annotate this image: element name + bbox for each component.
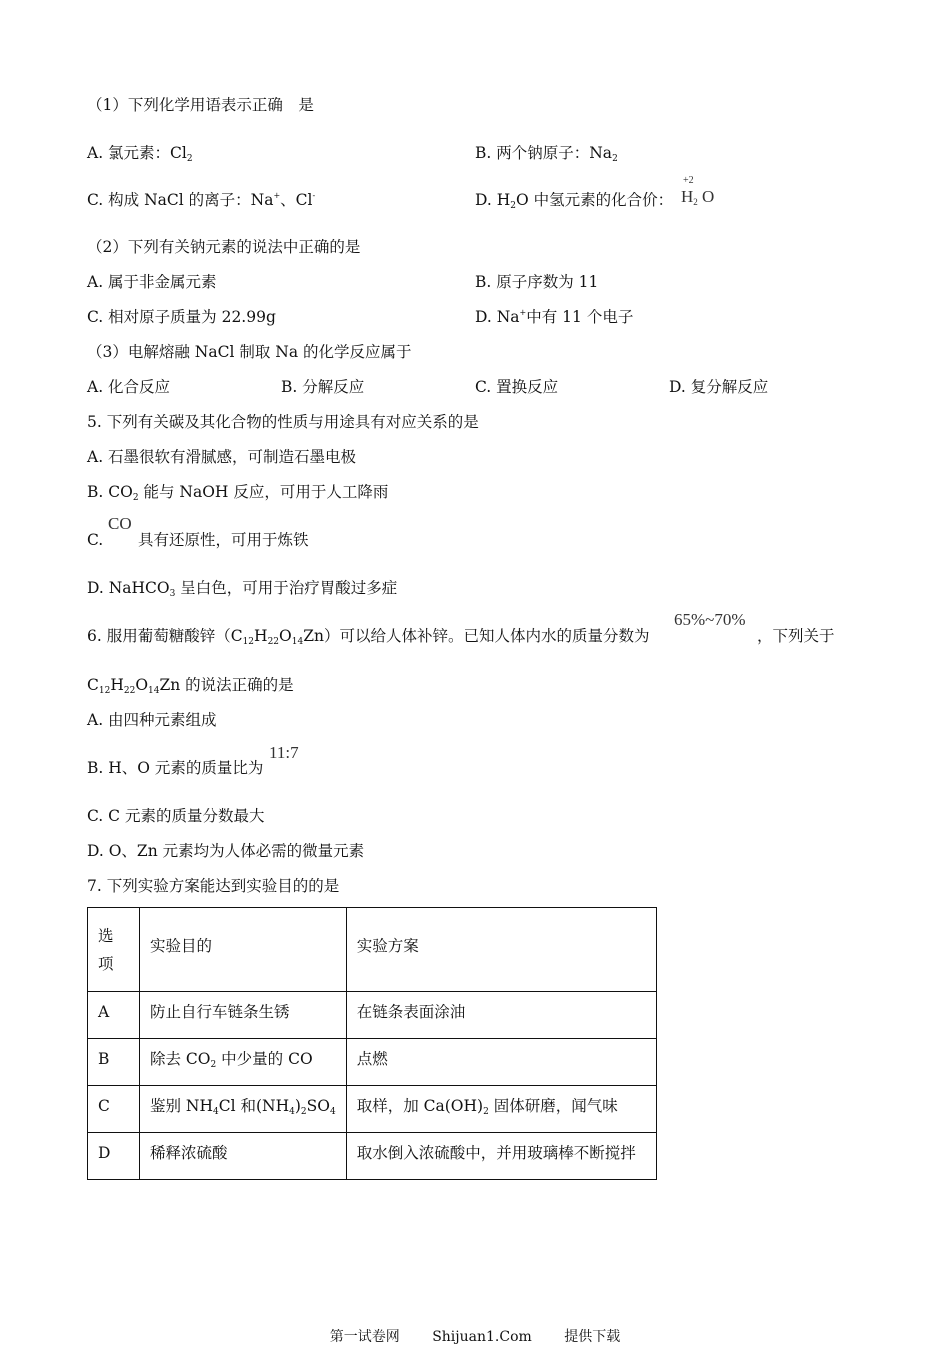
row-c-option: C xyxy=(88,1086,140,1133)
row-a-purpose: 防止自行车链条生锈 xyxy=(140,992,347,1039)
q5-option-b: B. $CO_2$ 能与 NaOH 反应，可用于人工降雨 xyxy=(87,483,389,503)
table-header-row xyxy=(88,908,657,992)
row-c-purpose: 鉴别 $NH_4Cl$ 和$(NH_4)_2SO_4$ xyxy=(140,1086,347,1133)
q6-option-a: A. 由四种元素组成 xyxy=(87,711,217,729)
q3-option-b: B. 分解反应 xyxy=(281,378,365,396)
q1-stem: （1）下列化学用语表示正确 是 xyxy=(87,96,314,114)
q7-stem: 7. 下列实验方案能达到实验目的的是 xyxy=(87,877,340,895)
q1-option-d: D. $H_2O$ 中氢元素的化合价： xyxy=(475,191,674,211)
q6-option-b: B. H、O 元素的质量比为 xyxy=(87,759,264,777)
q2-option-c: C. 相对原子质量为 22.99g xyxy=(87,308,276,326)
table-row xyxy=(88,1133,657,1180)
q2-option-d: D. Na+中有 11 个电子 xyxy=(475,308,634,326)
row-a-option: A xyxy=(88,992,140,1039)
row-b-purpose: 除去 $CO_2$ 中少量的 CO xyxy=(140,1039,347,1086)
header-option: 选 项 xyxy=(88,908,140,992)
row-d-plan: 取水倒入浓硫酸中，并用玻璃棒不断搅拌 xyxy=(346,1133,656,1180)
table-row xyxy=(88,992,657,1039)
q6-water-percent: 65%~70% xyxy=(674,610,746,629)
q1-option-b: B. 两个钠原子：$Na_2$ xyxy=(475,144,618,164)
row-a-plan: 在链条表面涂油 xyxy=(346,992,656,1039)
q6-option-c: C. C 元素的质量分数最大 xyxy=(87,807,265,825)
row-c-plan: 取样，加 $Ca(OH)_2$ 固体研磨，闻气味 xyxy=(346,1086,656,1133)
q3-option-a: A. 化合反应 xyxy=(87,378,171,396)
page-footer xyxy=(0,1326,950,1346)
footer-site-name: 第一试卷网 xyxy=(329,1329,400,1345)
header-plan: 实验方案 xyxy=(346,908,656,992)
footer-site-url[interactable]: Shijuan1.Com xyxy=(432,1329,532,1345)
table-row xyxy=(88,1039,657,1086)
row-d-purpose: 稀释浓硫酸 xyxy=(140,1133,347,1180)
q5-option-d: D. NaHCO$_3$ 呈白色，可用于治疗胃酸过多症 xyxy=(87,579,398,599)
q1-valence-charge: +2 xyxy=(683,175,694,186)
row-b-option: B xyxy=(88,1039,140,1086)
q2-option-a: A. 属于非金属元素 xyxy=(87,273,217,291)
q3-option-c: C. 置换反应 xyxy=(475,378,559,396)
q6-stem-line1: 6. 服用葡萄糖酸锌$(C_{12}H_{22}O_{14}Zn)$可以给人体补锌。已知人体内水的质量分数为 xyxy=(87,627,650,647)
q2-option-b: B. 原子序数为 11 xyxy=(475,273,599,291)
q1-option-a: A. 氯元素：$Cl_2$ xyxy=(87,144,193,164)
q2-stem: （2）下列有关钠元素的说法中正确的是 xyxy=(87,238,361,256)
q6-mass-ratio: 11:7 xyxy=(269,743,299,762)
q6-stem-tail: ，下列关于 xyxy=(757,627,835,645)
footer-download-note: 提供下载 xyxy=(564,1329,621,1345)
q7-experiment-table xyxy=(87,907,657,1180)
q5-option-c-label: C. xyxy=(87,531,104,549)
q3-stem: （3）电解熔融 NaCl 制取 Na 的化学反应属于 xyxy=(87,343,412,361)
q6-option-d: D. O、Zn 元素均为人体必需的微量元素 xyxy=(87,842,365,860)
q5-option-c-text: 具有还原性，可用于炼铁 xyxy=(138,531,309,549)
row-b-plan: 点燃 xyxy=(346,1039,656,1086)
q1-valence-formula: $H_2$ O xyxy=(681,187,715,207)
row-d-option: D xyxy=(88,1133,140,1180)
q5-option-a: A. 石墨很软有滑腻感，可制造石墨电极 xyxy=(87,448,357,466)
q5-option-c-formula: CO xyxy=(108,514,132,533)
header-purpose: 实验目的 xyxy=(140,908,347,992)
q5-stem: 5. 下列有关碳及其化合物的性质与用途具有对应关系的是 xyxy=(87,413,479,431)
table-row xyxy=(88,1086,657,1133)
q3-option-d: D. 复分解反应 xyxy=(669,378,769,396)
q6-stem-line2: $C_{12}H_{22}O_{14}Zn$ 的说法正确的是 xyxy=(87,676,294,696)
q1-option-c: C. 构成 NaCl 的离子：Na+、Cl- xyxy=(87,191,316,209)
